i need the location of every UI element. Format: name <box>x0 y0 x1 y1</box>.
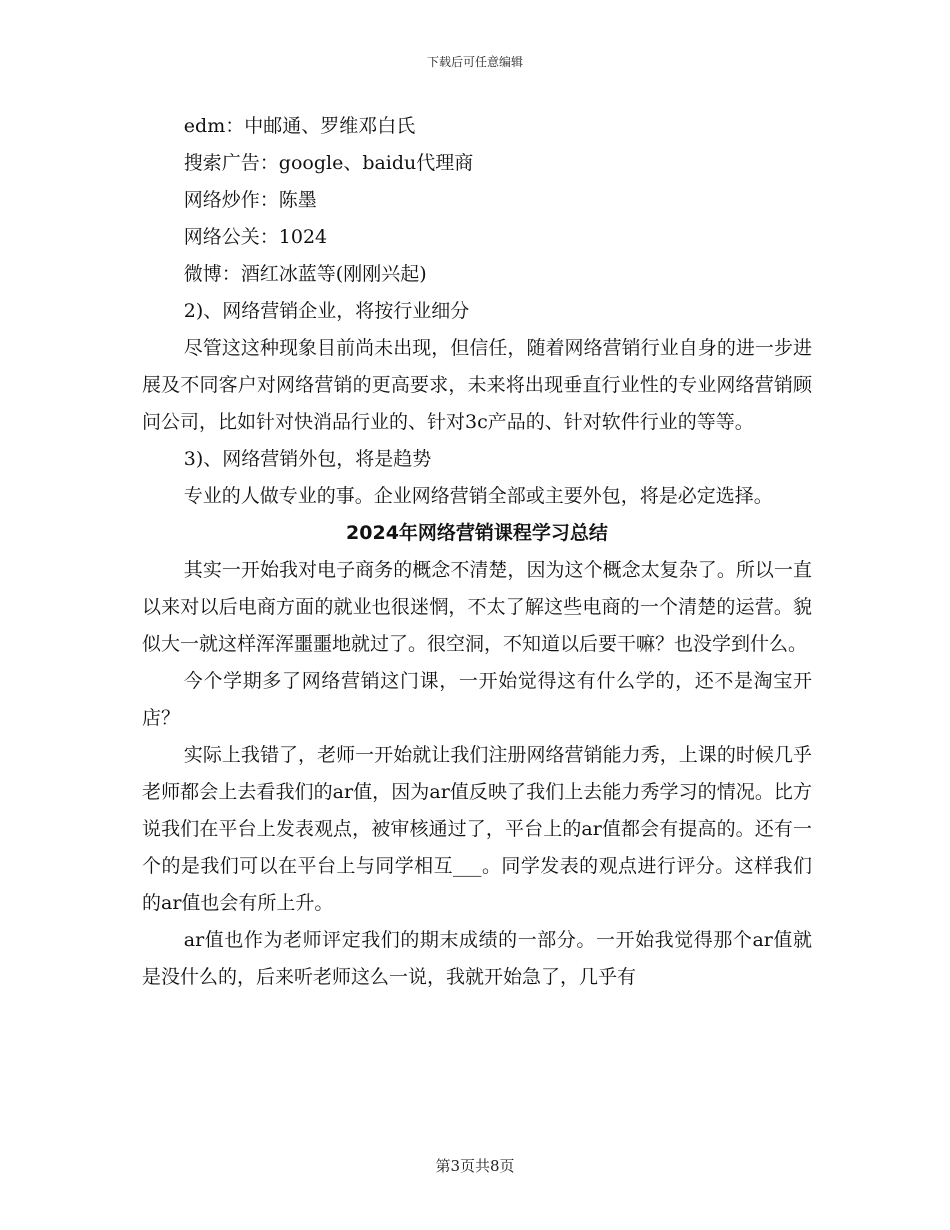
section-title: 2024年网络营销课程学习总结 <box>346 522 608 544</box>
document-body <box>142 108 812 996</box>
paragraph-weibo: 微博：酒红冰蓝等(刚刚兴起) <box>183 263 427 285</box>
page-footer: 第3页共8页 <box>435 1157 515 1175</box>
section-paragraph-3: 实际上我错了，老师一开始就让我们注册网络营销能力秀，上课的时候几乎老师都会上去看我们的ar值，因为ar值反映了我们上去能力秀学习的情况。比方说我们在平台上发表观点，被审核通过了，平台上的ar值都会有提高的。还有一个的是我们可以在平台上与同学相互___。同学发表的观点进行评分。这样我们的ar值也会有所上升。 <box>142 744 812 914</box>
paragraph-network-hype: 网络炒作：陈墨 <box>183 189 317 211</box>
paragraph-edm: edm：中邮通、罗维邓白氏 <box>183 115 416 137</box>
paragraph-network-pr: 网络公关：1024 <box>183 226 328 248</box>
section-paragraph-2: 今个学期多了网络营销这门课，一开始觉得这有什么学的，还不是淘宝开店？ <box>142 670 812 729</box>
paragraph-point-3: 3)、网络营销外包，将是趋势 <box>183 448 432 470</box>
paragraph-point-2-body: 尽管这这种现象目前尚未出现，但信任，随着网络营销行业自身的进一步进展及不同客户对网络营销的更高要求，未来将出现垂直行业性的专业网络营销顾问公司，比如针对快消品行业的、针对3c产品的、针对软件行业的等等。 <box>142 337 812 433</box>
paragraph-search-ads: 搜索广告：google、baidu代理商 <box>183 152 474 174</box>
paragraph-point-3-body: 专业的人做专业的事。企业网络营销全部或主要外包，将是必定选择。 <box>183 485 773 507</box>
paragraph-point-2: 2)、网络营销企业，将按行业细分 <box>183 300 470 322</box>
section-paragraph-4: ar值也作为老师评定我们的期末成绩的一部分。一开始我觉得那个ar值就是没什么的，后来听老师这么一说，我就开始急了，几乎有 <box>142 929 812 988</box>
section-paragraph-1: 其实一开始我对电子商务的概念不清楚，因为这个概念太复杂了。所以一直以来对以后电商方面的就业也很迷惘，不太了解这些电商的一个清楚的运营。貌似大一就这样浑浑噩噩地就过了。很空洞，不知道以后要干嘛？也没学到什么。 <box>142 559 812 655</box>
page-header: 下载后可任意编辑 <box>426 55 523 69</box>
